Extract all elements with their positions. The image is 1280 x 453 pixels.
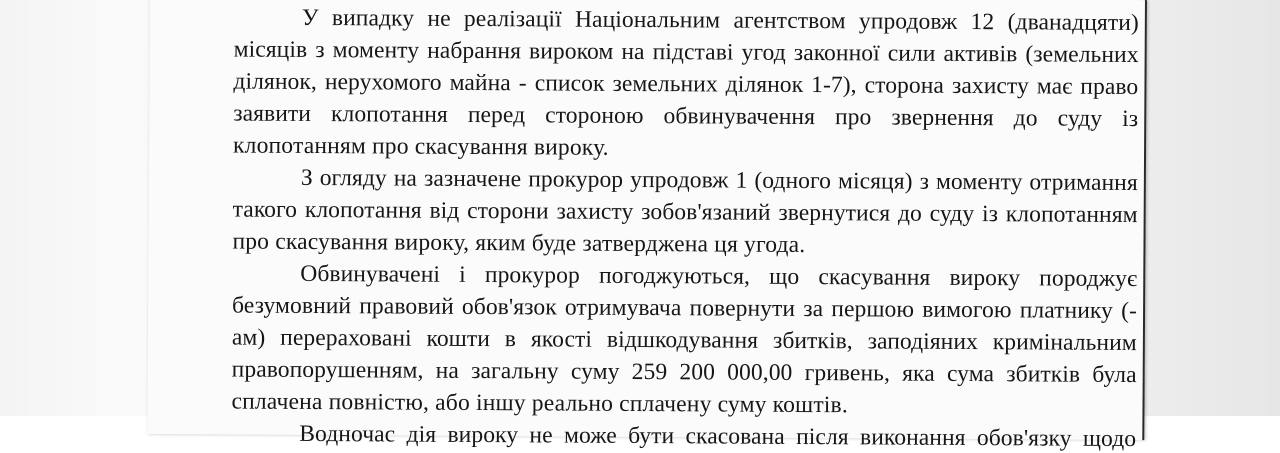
text-line: про скасування вироку, яким буде затверджена ця угода.: [232, 228, 806, 259]
text-line: сплачена повністю, або іншу реально сплачену суму коштів.: [231, 388, 849, 419]
text-line: такого клопотання від сторони захисту зобов'язаний звернутися до суду із клопотанням: [232, 196, 1138, 229]
text-line: безумовний правовий обов'язок отримувача повернути за першою вимогою платнику (-: [232, 292, 1138, 325]
text-line: Водночас дія вироку не може бути скасована після виконання обов'язку щодо: [299, 420, 1137, 453]
document-page: [147, 0, 1147, 453]
text-line: ділянок, нерухомого майна - список земельних ділянок 1-7), сторона захисту має право: [233, 68, 1139, 101]
text-line: заявити клопотання перед стороною обвинувачення про звернення до суду із: [233, 100, 1139, 133]
text-line: ам) перераховані кошти в якості відшкодування збитків, заподіяних кримінальним: [231, 324, 1137, 357]
text-line: З огляду на зазначене прокурор упродовж 1 (одного місяця) з моменту отримання: [300, 164, 1138, 197]
text-line: місяців з моменту набрання вироком на підставі угод законної сили активів (земельних: [233, 36, 1139, 69]
text-line: Обвинувачені і прокурор погоджуються, що скасування вироку породжує: [300, 260, 1138, 293]
text-line: клопотанням про скасування вироку.: [232, 132, 609, 161]
text-line: У випадку не реалізації Національним агентством упродовж 12 (дванадцяти): [301, 4, 1139, 37]
text-line: правопорушенням, на загальну суму 259 200 000,00 гривень, яка сума збитків була: [231, 356, 1137, 389]
